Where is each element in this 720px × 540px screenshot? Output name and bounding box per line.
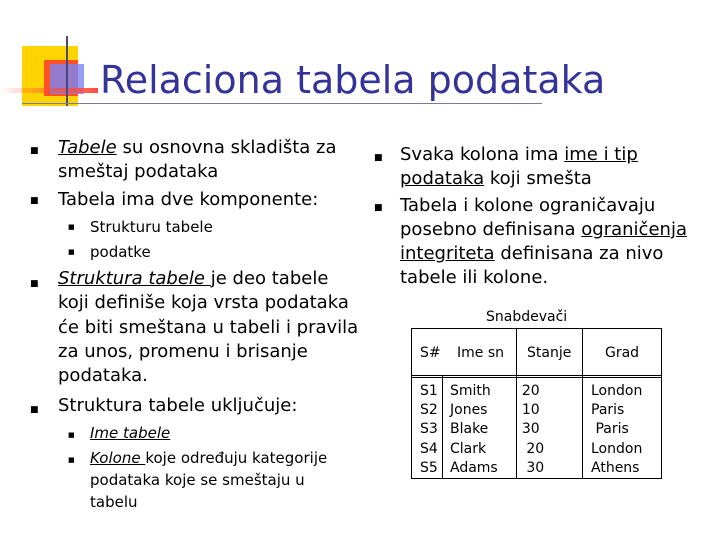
column-separator <box>582 328 583 478</box>
bullet-4: Struktura tabele uključuje: <box>58 395 298 416</box>
sub-bullet-icon: ■ <box>68 456 75 464</box>
right-bullet-2-line-3: integriteta definisana za nivo <box>400 243 664 264</box>
bullet-1-line-2: smeštaj podataka <box>58 161 219 182</box>
table-header-ime: Ime sn <box>457 345 504 361</box>
bullet-1-line-1: Tabele su osnovna skladišta za <box>58 137 337 158</box>
sub-bullet-icon: ■ <box>68 223 75 231</box>
table-caption: Snabdevači <box>486 309 568 325</box>
slide-title: Relaciona tabela podataka <box>100 58 606 102</box>
right-bullet-1-line-1: Svaka kolona ima ime i tip <box>400 144 638 165</box>
table-header-grad: Grad <box>605 345 640 361</box>
sub-bullet-3: Ime tabele <box>90 424 171 442</box>
bullet-icon: ■ <box>30 146 39 156</box>
right-bullet-2-line-2: posebno definisana ograničenja <box>400 219 687 240</box>
bullet-3-line-5: podataka. <box>58 365 148 386</box>
table-header-sn: S# <box>420 345 441 361</box>
bullet-icon: ■ <box>30 405 39 415</box>
bullet-2: Tabela ima dve komponente: <box>58 189 319 210</box>
bullet-icon: ■ <box>374 153 383 163</box>
bullet-3-line-1: Struktura tabele je deo tabele <box>58 268 329 289</box>
right-bullet-1-line-2: podataka koji smešta <box>400 168 592 189</box>
sub-bullet-2: podatke <box>90 243 151 261</box>
sub-bullet-1: Strukturu tabele <box>90 218 213 236</box>
right-bullet-2-line-4: tabele ili kolone. <box>400 267 549 288</box>
bullet-icon: ■ <box>374 203 383 213</box>
table-column-ime: Smith Jones Blake Clark Adams <box>450 383 498 476</box>
sub-bullet-icon: ■ <box>68 431 75 439</box>
right-bullet-2-line-1: Tabela i kolone ograničavaju <box>400 195 656 216</box>
bullet-3-line-4: za unos, promenu i brisanje <box>58 341 308 362</box>
sub-bullet-4-line-3: tabelu <box>90 493 138 511</box>
sub-bullet-icon: ■ <box>68 248 75 256</box>
bullet-icon: ■ <box>30 196 39 206</box>
table-column-stanje: 20 10 30 20 30 <box>521 383 545 476</box>
title-underline <box>22 103 542 104</box>
sub-bullet-4-line-2: podataka koje se smeštaju u <box>90 471 305 489</box>
logo-vertical-line <box>66 36 68 106</box>
bullet-icon: ■ <box>30 279 39 289</box>
table-column-sn: S1 S2 S3 S4 S5 <box>420 383 438 476</box>
table-header-stanje: Stanje <box>527 345 572 361</box>
table-column-grad: London Paris Paris London Athens <box>591 383 643 476</box>
sub-bullet-4-line-1: Kolone koje određuju kategorije <box>90 449 328 467</box>
bullet-3-line-2: koji definiše koja vrsta podataka <box>58 292 349 313</box>
column-separator <box>442 375 443 478</box>
bullet-3-line-3: će biti smeštana u tabeli i pravila <box>58 317 359 338</box>
logo-red-bar <box>0 88 98 93</box>
